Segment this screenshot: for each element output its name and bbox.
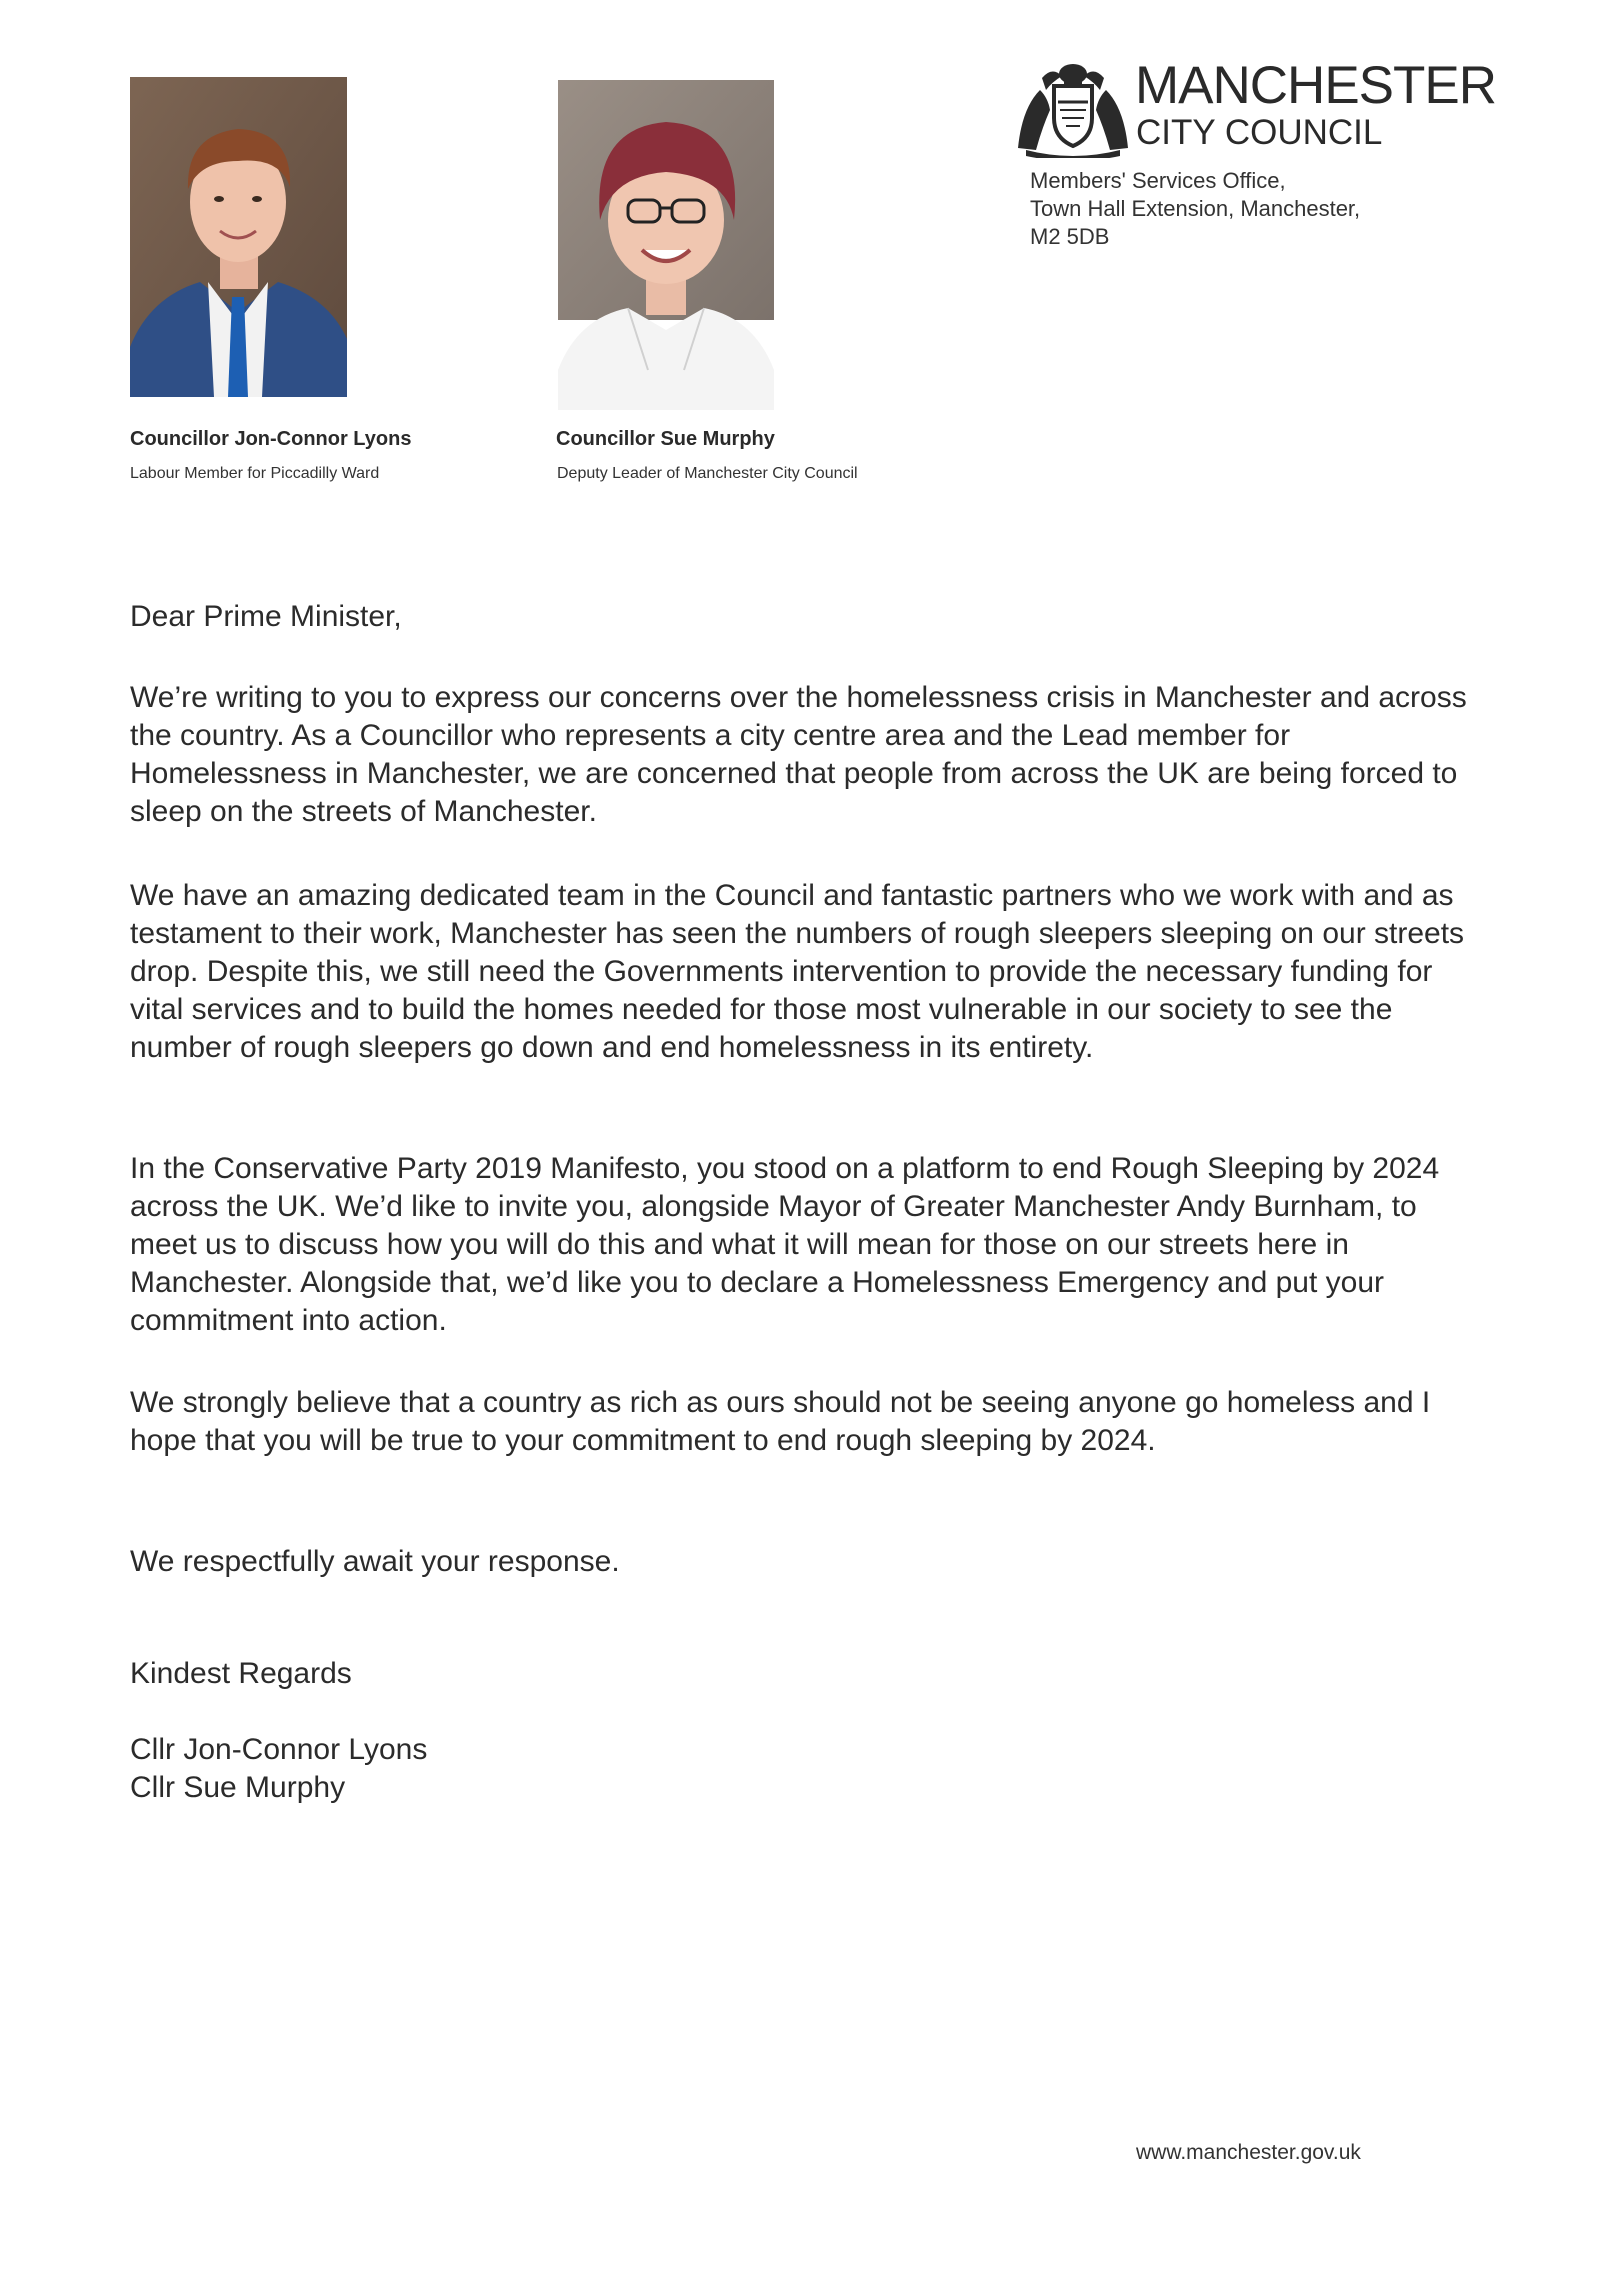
address-line: Town Hall Extension, Manchester, <box>1030 196 1361 221</box>
closing: Kindest Regards <box>130 1657 352 1690</box>
address-line: M2 5DB <box>1030 224 1110 249</box>
letter-paragraph: We respectfully await your response. <box>130 1545 620 1578</box>
letter-paragraph: In the Conservative Party 2019 Manifesto, you stood on a platform to end Rough Sleeping by 2024 across the UK. We’d like to invite you, alongside Mayor of Greater Manchester Andy Burnham, to meet us to discuss how you will do this and what it will mean for those on our streets here in Manchester. Alongside that, we’d like you to declare a Homelessness Emergency and put your commitment into action. <box>130 1152 1440 1337</box>
footer-website: www.manchester.gov.uk <box>1136 2141 1361 2164</box>
councillor-murphy-role: Deputy Leader of Manchester City Council <box>557 465 858 482</box>
letter-paragraph: We strongly believe that a country as rich as ours should not be seeing anyone go homeless and I hope that you will be true to your commitment to end rough sleeping by 2024. <box>130 1386 1431 1457</box>
councillor-lyons-name: Councillor Jon-Connor Lyons <box>130 428 412 450</box>
signatory: Cllr Sue Murphy <box>130 1771 346 1804</box>
councillor-murphy-photo <box>558 80 774 410</box>
salutation: Dear Prime Minister, <box>130 600 402 633</box>
logo-title: MANCHESTER <box>1135 56 1497 115</box>
logo-subtitle: CITY COUNCIL <box>1136 113 1383 152</box>
councillor-lyons-photo <box>130 77 347 397</box>
letter-paragraph: We’re writing to you to express our concerns over the homelessness crisis in Manchester and across the country. As a Councillor who represents a city centre area and the Lead member for Homelessness in Manchester, we are concerned that people from across the UK are being forced to sleep on the streets of Manchester. <box>130 681 1467 828</box>
councillor-lyons-role: Labour Member for Piccadilly Ward <box>130 465 380 482</box>
councillor-murphy-name: Councillor Sue Murphy <box>556 428 775 450</box>
coat-of-arms-icon <box>1012 58 1132 158</box>
signatory: Cllr Jon-Connor Lyons <box>130 1733 428 1766</box>
address-line: Members' Services Office, <box>1030 168 1286 193</box>
letter-paragraph: We have an amazing dedicated team in the Council and fantastic partners who we work with and as testament to their work, Manchester has seen the numbers of rough sleepers sleeping on our streets drop. Despite this, we still need the Governments intervention to provide the necessary funding for vital services and to build the homes needed for those most vulnerable in our society to see the number of rough sleepers go down and end homelessness in its entirety. <box>130 879 1465 1064</box>
